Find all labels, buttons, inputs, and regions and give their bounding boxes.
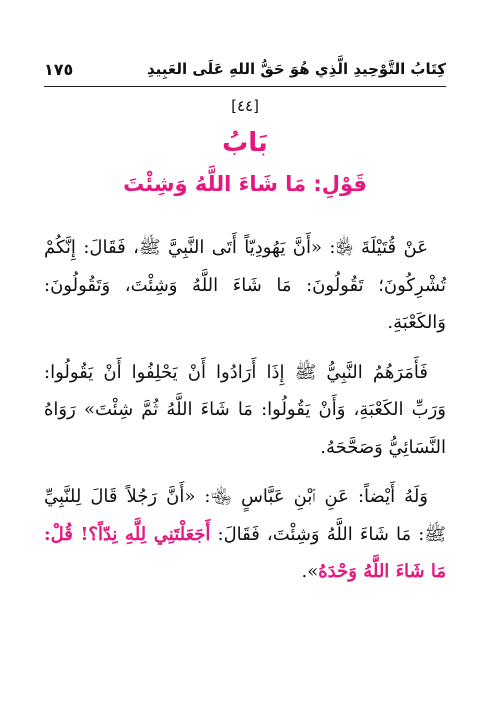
body-text — [44, 229, 446, 603]
chapter-number: [٤٤] — [231, 97, 259, 115]
running-title: كِتَابُ التَّوْحِيدِ الَّذِي هُوَ حَقُّ اللهِ عَلَى العَبِيدِ — [146, 60, 446, 78]
paragraph-3 — [44, 478, 446, 591]
section-title: قَوْلِ: مَا شَاءَ اللَّهُ وَشِئْتَ — [123, 172, 367, 196]
paragraph-3-text: وَلَهُ أَيْضاً: عَنِ ٱبْنِ عَبَّاسٍ ﵄: «أَنَّ رَجُلاً قَالَ لِلنَّبِيِّ ﷺ: مَا شَاءَ اللَّهُ وَشِئْتَ، فَقَالَ: — [44, 486, 447, 545]
page-number: ١٧٥ — [44, 60, 74, 79]
page-header — [44, 58, 446, 87]
paragraph-1: عَنْ قُتَيْلَةَ ﵂: «أَنَّ يَهُودِيّاً أَتَى النَّبِيَّ ﷺ، فَقَالَ: إِنَّكُمْ تُشْرِكُونَ؛ تَقُولُونَ: مَا شَاءَ اللَّهُ وَشِئْتَ، وَتَقُولُونَ: وَالكَعْبَةِ. — [44, 237, 446, 333]
paragraph-3-end: ». — [301, 561, 319, 582]
section-label: بَابُ — [222, 128, 268, 158]
highlighted-quote: أَجَعَلْتَنِي لِلَّهِ نِدّاً؟! قُلْ: مَا شَاءَ اللَّهُ وَحْدَهُ — [44, 523, 446, 582]
paragraph-2: فَأَمَرَهُمُ النَّبِيُّ ﷺ إِذَا أَرَادُوا أَنْ يَحْلِفُوا أَنْ يَقُولُوا: وَرَبِّ الكَعْبَةِ، وَأَنْ يَقُولُوا: مَا شَاءَ اللَّهُ ثُمَّ شِئْتَ» رَوَاهُ النَّسَائِيُّ وَصَحَّحَهُ. — [44, 361, 446, 458]
